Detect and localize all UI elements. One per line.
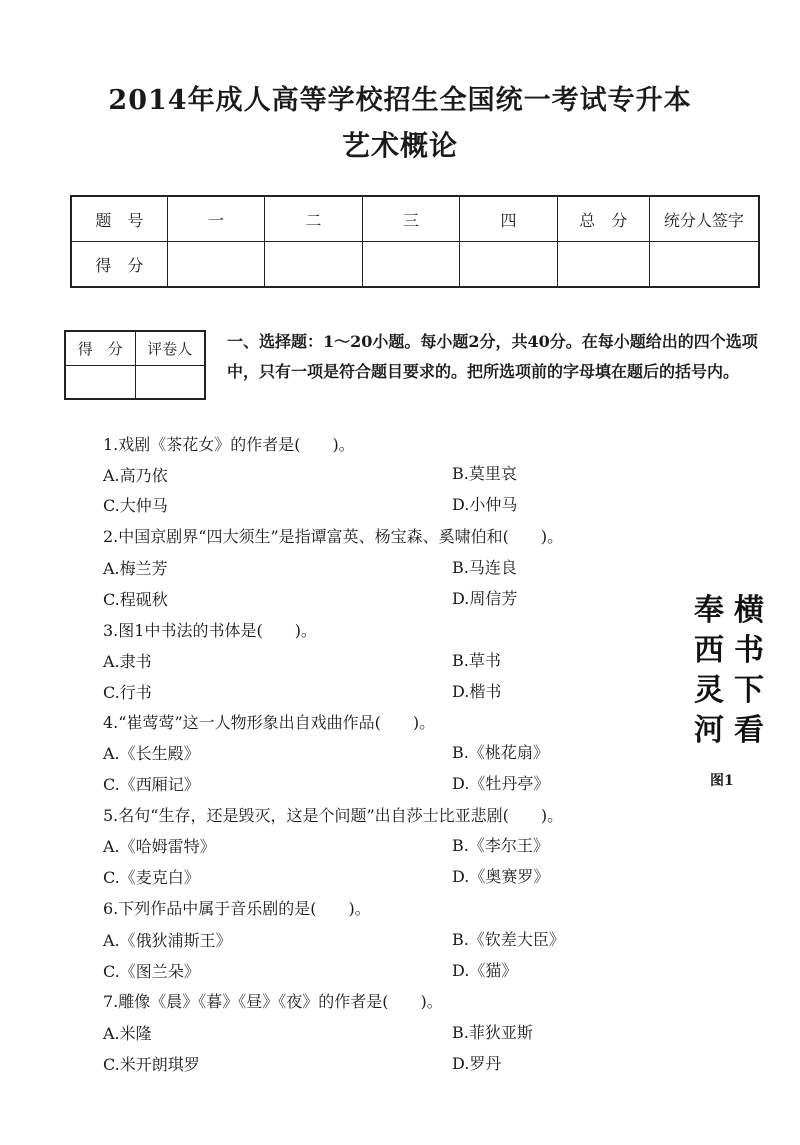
calligraphy-char: 西 (694, 633, 724, 668)
option-a: A.高乃依 (103, 466, 168, 485)
question-stem: 5.名句“生存，还是毁灭，这是个问题”出自莎士比亚悲剧( )。 (103, 806, 564, 825)
score-cell: 题 号 (71, 196, 167, 242)
calligraphy-char: 河 (694, 713, 724, 748)
calligraphy-char: 书 (734, 633, 764, 668)
calligraphy-char: 横 (734, 593, 764, 628)
calligraphy-char: 看 (734, 713, 764, 748)
option-c: C.《麦克白》 (103, 868, 200, 887)
option-b: B.《李尔王》 (452, 836, 549, 855)
grader-box-label: 得 分 (65, 331, 135, 365)
question-stem: 1.戏剧《茶花女》的作者是( )。 (103, 435, 355, 454)
option-a: A.《哈姆雷特》 (103, 837, 216, 856)
figure-label: 图1 (710, 773, 734, 789)
option-c: C.行书 (103, 683, 152, 702)
option-b: B.《桃花扇》 (452, 743, 549, 762)
option-c: C.米开朗琪罗 (103, 1055, 200, 1074)
question-stem: 4.“崔莺莺”这一人物形象出自戏曲作品( )。 (103, 713, 436, 732)
question-stem: 6.下列作品中属于音乐剧的是( )。 (103, 899, 371, 918)
exam-title: 2014年成人高等学校招生全国统一考试专升本 (108, 85, 692, 116)
option-b: B.草书 (452, 651, 501, 670)
option-b: B.《钦差大臣》 (452, 930, 565, 949)
option-d: D.楷书 (452, 682, 502, 701)
grader-box-input[interactable] (135, 365, 205, 399)
score-cell: 得 分 (71, 242, 167, 288)
score-cell: 三 (362, 196, 459, 242)
calligraphy-char: 灵 (694, 673, 724, 708)
question-stem: 2.中国京剧界“四大须生”是指谭富英、杨宝森、奚啸伯和( )。 (103, 527, 564, 546)
grader-box-label: 评卷人 (135, 331, 205, 365)
section-intro: 一、选择题：1～20小题。每小题2分，共40分。在每小题给出的四个选项中，只有一项是符合题目要求的。把所选项前的字母填在题后的括号内。 (227, 332, 758, 381)
question-stem: 7.雕像《晨》《暮》《昼》《夜》的作者是( )。 (103, 992, 443, 1011)
option-a: A.《长生殿》 (103, 744, 200, 763)
score-cell: 统分人签字 (649, 196, 759, 242)
score-cell: 总 分 (557, 196, 649, 242)
grader-box-input[interactable] (65, 365, 135, 399)
score-table-score-row (71, 242, 759, 288)
score-input-cell[interactable] (460, 242, 557, 288)
calligraphy-char: 奉 (694, 593, 724, 628)
option-d: D.《猫》 (452, 961, 518, 980)
option-d: D.罗丹 (452, 1054, 502, 1073)
option-c: C.《图兰朵》 (103, 962, 200, 981)
score-input-cell[interactable] (362, 242, 459, 288)
option-c: C.大仲马 (103, 496, 168, 515)
score-input-cell[interactable] (557, 242, 649, 288)
option-d: D.《奥赛罗》 (452, 867, 550, 886)
score-cell: 一 (167, 196, 264, 242)
option-c: C.《西厢记》 (103, 775, 200, 794)
option-a: A.梅兰芳 (103, 559, 168, 578)
option-c: C.程砚秋 (103, 590, 168, 609)
option-d: D.《牡丹亭》 (452, 774, 550, 793)
option-b: B.菲狄亚斯 (452, 1023, 533, 1042)
option-a: A.米隆 (103, 1024, 152, 1043)
option-d: D.小仲马 (452, 495, 518, 514)
option-b: B.莫里哀 (452, 464, 517, 483)
option-a: A.隶书 (103, 652, 152, 671)
option-d: D.周信芳 (452, 589, 518, 608)
calligraphy-char: 下 (734, 673, 764, 708)
question-stem: 3.图1中书法的书体是( )。 (103, 621, 317, 640)
score-table (70, 195, 760, 288)
subject-title: 艺术概论 (341, 129, 458, 162)
calligraphy-figure (690, 588, 770, 758)
score-table-header-row (71, 196, 759, 242)
option-a: A.《俄狄浦斯王》 (103, 931, 232, 950)
score-cell: 四 (460, 196, 557, 242)
score-input-cell[interactable] (649, 242, 759, 288)
score-cell: 二 (265, 196, 362, 242)
option-b: B.马连良 (452, 558, 517, 577)
score-input-cell[interactable] (167, 242, 264, 288)
grader-box (64, 330, 206, 400)
score-input-cell[interactable] (265, 242, 362, 288)
